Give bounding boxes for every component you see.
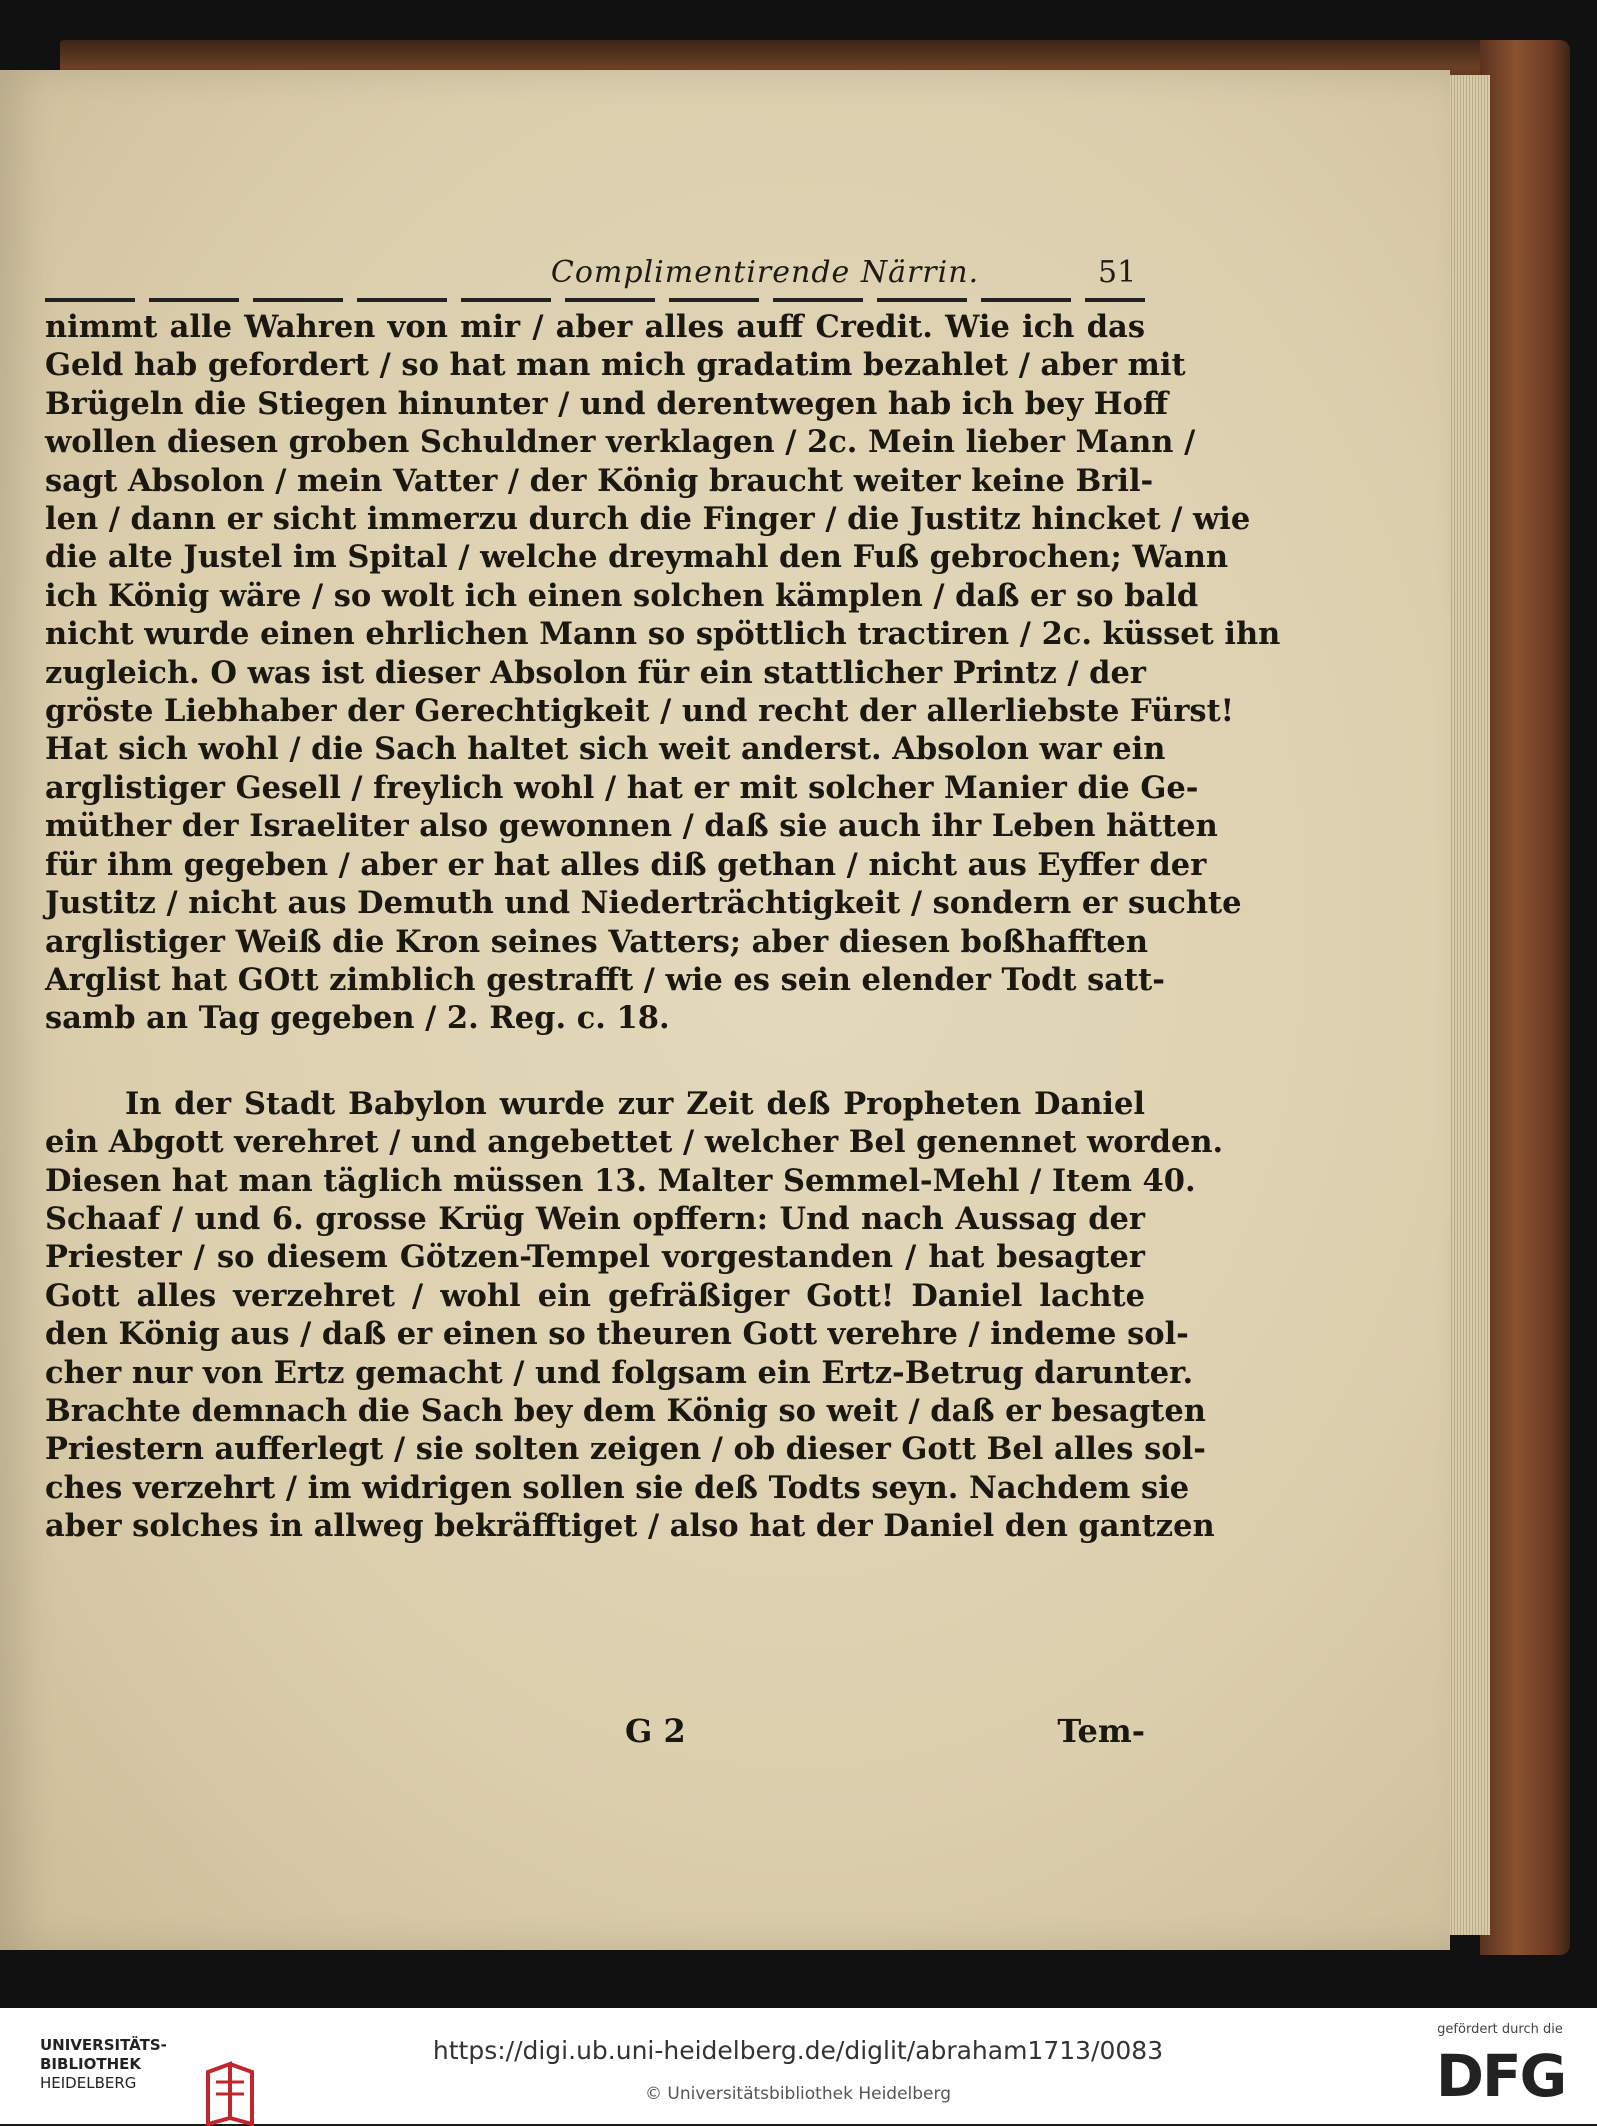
library-emblem-icon — [200, 2062, 260, 2126]
paragraph-1 — [45, 308, 1281, 1038]
text-line: ein Abgott verehret / und angebettet / welcher Bel genennet worden. — [45, 1124, 1224, 1161]
running-head: Complimentirende Närrin. — [550, 255, 980, 290]
signature-mark: G 2 — [625, 1712, 686, 1750]
copyright-text: © Universitätsbibliothek Heidelberg — [644, 2084, 951, 2104]
text-line: Brachte demnach die Sach bey dem König so weit / daß er besagten — [45, 1392, 1206, 1429]
library-name-line3: HEIDELBERG — [40, 2074, 137, 2092]
text-line: Arglist hat GOtt zimblich gestrafft / wie es sein elender Todt satt- — [45, 961, 1165, 998]
text-line: ich König wäre / so wolt ich einen solchen kämplen / daß er so bald — [45, 577, 1199, 614]
text-line: len / dann er sicht immerzu durch die Finger / die Justitz hincket / wie — [45, 501, 1251, 538]
text-line: gröste Liebhaber der Gerechtigkeit / und recht der allerliebste Fürst! — [45, 693, 1235, 730]
header-rule — [45, 298, 1145, 302]
text-line: zugleich. O was ist dieser Absolon für ein stattlicher Printz / der — [45, 654, 1146, 691]
text-line: Priester / so diesem Götzen-Tempel vorgestanden / hat besagter — [45, 1239, 1145, 1276]
text-line: Priestern aufferlegt / sie solten zeigen / ob dieser Gott Bel alles sol- — [45, 1431, 1206, 1468]
text-line: Gott alles verzehret / wohl ein gefräßiger Gott! Daniel lachte — [45, 1277, 1145, 1314]
dfg-logo[interactable]: DFG — [1435, 2042, 1566, 2110]
text-line: für ihm gegeben / aber er hat alles diß gethan / nicht aus Eyffer der — [45, 846, 1207, 883]
library-name-line2: BIBLIOTHEK — [40, 2055, 141, 2073]
text-line: Hat sich wohl / die Sach haltet sich weit anderst. Absolon war ein — [45, 731, 1166, 768]
catchword: Tem- — [1057, 1712, 1145, 1750]
footer-bar — [0, 2008, 1597, 2124]
text-line: samb an Tag gegeben / 2. Reg. c. 18. — [45, 1000, 670, 1037]
library-name-line1: UNIVERSITÄTS- — [40, 2036, 167, 2054]
text-line: sagt Absolon / mein Vatter / der König braucht weiter keine Bril- — [45, 462, 1154, 499]
permalink-url[interactable]: https://digi.ub.uni-heidelberg.de/diglit/abraham1713/0083 — [432, 2036, 1164, 2065]
page-number: 51 — [1098, 255, 1137, 290]
text-line: cher nur von Ertz gemacht / und folgsam ein Ertz-Betrug darunter. — [45, 1354, 1194, 1391]
text-line: aber solches in allweg bekräfftiget / also hat der Daniel den gantzen — [45, 1508, 1215, 1545]
text-line: müther der Israeliter also gewonnen / daß sie auch ihr Leben hätten — [45, 808, 1218, 845]
text-line: nimmt alle Wahren von mir / aber alles auff Credit. Wie ich das — [45, 309, 1145, 345]
text-line: den König aus / daß er einen so theuren Gott verehre / indeme sol- — [45, 1316, 1189, 1353]
funder-caption: gefördert durch die — [1437, 2022, 1563, 2037]
book-cover-spine — [1480, 40, 1570, 1955]
text-line: Brügeln die Stiegen hinunter / und derentwegen hab ich bey Hoff — [45, 385, 1168, 422]
text-line: Justitz / nicht aus Demuth und Niederträchtigkeit / sondern er suchte — [45, 885, 1242, 922]
text-line: arglistiger Weiß die Kron seines Vatters; aber diesen boßhafften — [45, 923, 1149, 960]
text-line: Diesen hat man täglich müssen 13. Malter Semmel-Mehl / Item 40. — [45, 1162, 1196, 1199]
body-text — [45, 308, 1281, 1546]
direction-line — [45, 1712, 1145, 1752]
text-line: ches verzehrt / im widrigen sollen sie deß Todts seyn. Nachdem sie — [45, 1469, 1190, 1506]
paragraph-2 — [45, 1085, 1224, 1546]
text-line: wollen diesen groben Schuldner verklagen / 2c. Mein lieber Mann / — [45, 424, 1196, 461]
text-line: arglistiger Gesell / freylich wohl / hat er mit solcher Manier die Ge- — [45, 769, 1199, 806]
text-line: die alte Justel im Spital / welche dreymahl den Fuß gebrochen; Wann — [45, 539, 1229, 576]
text-line: In der Stadt Babylon wurde zur Zeit deß Propheten Daniel — [125, 1085, 1145, 1122]
text-line: nicht wurde einen ehrlichen Mann so spöttlich tractiren / 2c. küsset ihn — [45, 616, 1281, 653]
text-line: Schaaf / und 6. grosse Krüg Wein opffern: Und nach Aussag der — [45, 1200, 1145, 1237]
library-logo[interactable] — [40, 2036, 210, 2100]
text-line: Geld hab gefordert / so hat man mich gradatim bezahlet / aber mit — [45, 347, 1186, 384]
